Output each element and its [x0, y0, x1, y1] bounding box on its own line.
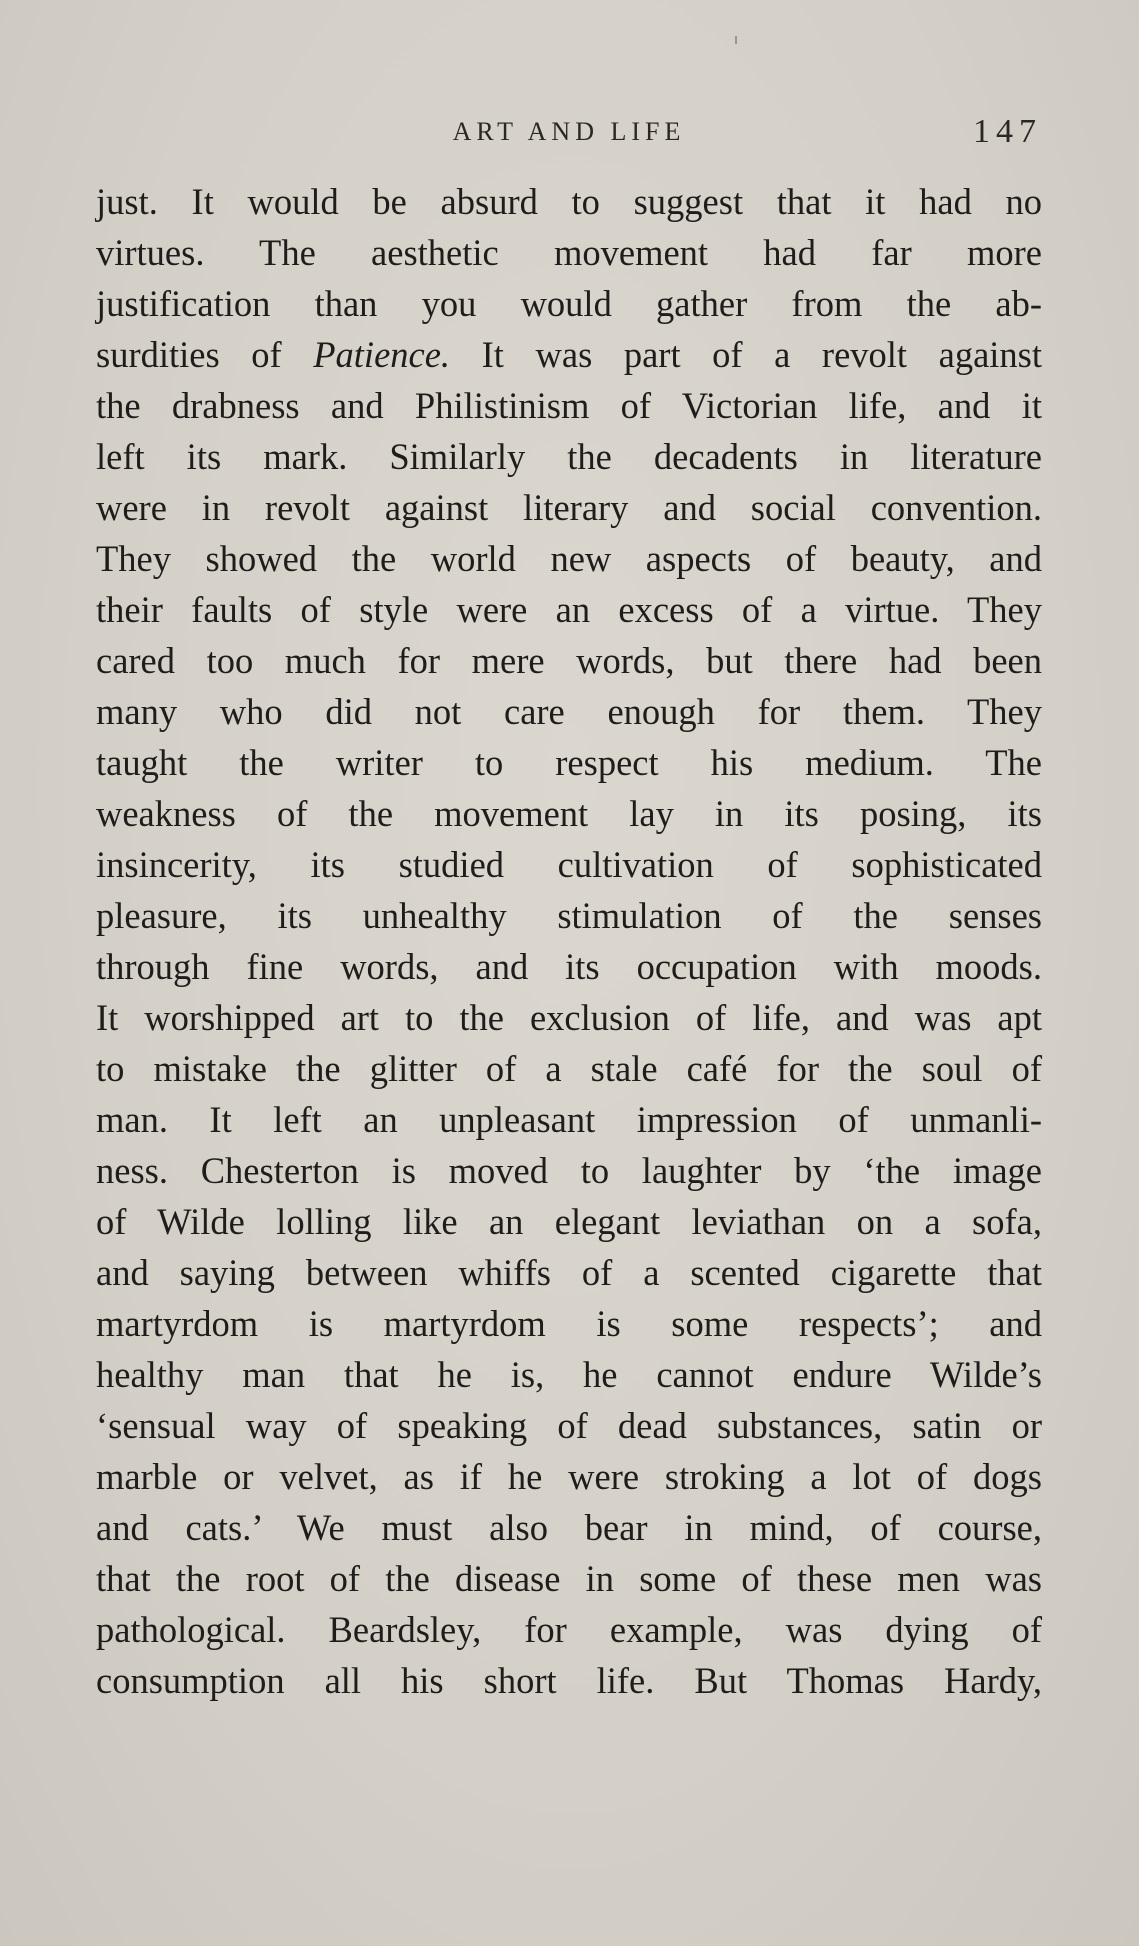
text-line: martyrdom is martyrdom is some respects’; and	[96, 1303, 1042, 1344]
running-head	[96, 112, 1042, 152]
italic-title: Patience.	[313, 334, 451, 375]
text-line: of Wilde lolling like an elegant leviathan on a sofa,	[96, 1201, 1042, 1242]
page-mark	[735, 36, 737, 44]
text-line-end: It was part of a revolt against	[450, 334, 1043, 375]
text-line: They showed the world new aspects of beauty, and	[96, 538, 1042, 579]
text-line: the drabness and Philistinism of Victorian life, and it	[96, 385, 1042, 426]
text-line: healthy man that he is, he cannot endure Wilde’s	[96, 1354, 1042, 1395]
text-line: taught the writer to respect his medium. The	[96, 742, 1042, 783]
text-line: many who did not care enough for them. They	[96, 691, 1042, 732]
page-number: 147	[973, 113, 1042, 150]
text-line: virtues. The aesthetic movement had far more	[96, 232, 1042, 273]
text-line: justification than you would gather from the ab-	[96, 283, 1042, 324]
text-line: their faults of style were an excess of a virtue. They	[96, 589, 1042, 630]
text-line: insincerity, its studied cultivation of sophisticated	[96, 844, 1042, 885]
text-line: ness. Chesterton is moved to laughter by ‘the image	[96, 1150, 1042, 1191]
text-line-start: surdities of	[96, 334, 314, 375]
text-line: through fine words, and its occupation with moods.	[96, 946, 1042, 987]
text-line: were in revolt against literary and social convention.	[96, 487, 1042, 528]
text-line: It worshipped art to the exclusion of life, and was apt	[96, 997, 1042, 1038]
text-line: left its mark. Similarly the decadents in literature	[96, 436, 1042, 477]
text-line: marble or velvet, as if he were stroking a lot of dogs	[96, 1456, 1042, 1497]
text-line	[96, 329, 1042, 380]
text-line: weakness of the movement lay in its posing, its	[96, 793, 1042, 834]
text-line: just. It would be absurd to suggest that it had no	[96, 181, 1042, 222]
text-line: and saying between whiffs of a scented cigarette that	[96, 1252, 1042, 1293]
text-line: pleasure, its unhealthy stimulation of the senses	[96, 895, 1042, 936]
text-line: to mistake the glitter of a stale café for the soul of	[96, 1048, 1042, 1089]
text-line: man. It left an unpleasant impression of unmanli-	[96, 1099, 1042, 1140]
text-line: cared too much for mere words, but there had been	[96, 640, 1042, 681]
text-line: consumption all his short life. But Thomas Hardy,	[96, 1660, 1042, 1701]
text-line: that the root of the disease in some of these men was	[96, 1558, 1042, 1599]
running-title: ART AND LIFE	[452, 117, 686, 146]
text-line: ‘sensual way of speaking of dead substances, satin or	[96, 1405, 1042, 1446]
text-line: pathological. Beardsley, for example, was dying of	[96, 1609, 1042, 1650]
text-line: and cats.’ We must also bear in mind, of course,	[96, 1507, 1042, 1548]
body-text	[96, 176, 1042, 1706]
